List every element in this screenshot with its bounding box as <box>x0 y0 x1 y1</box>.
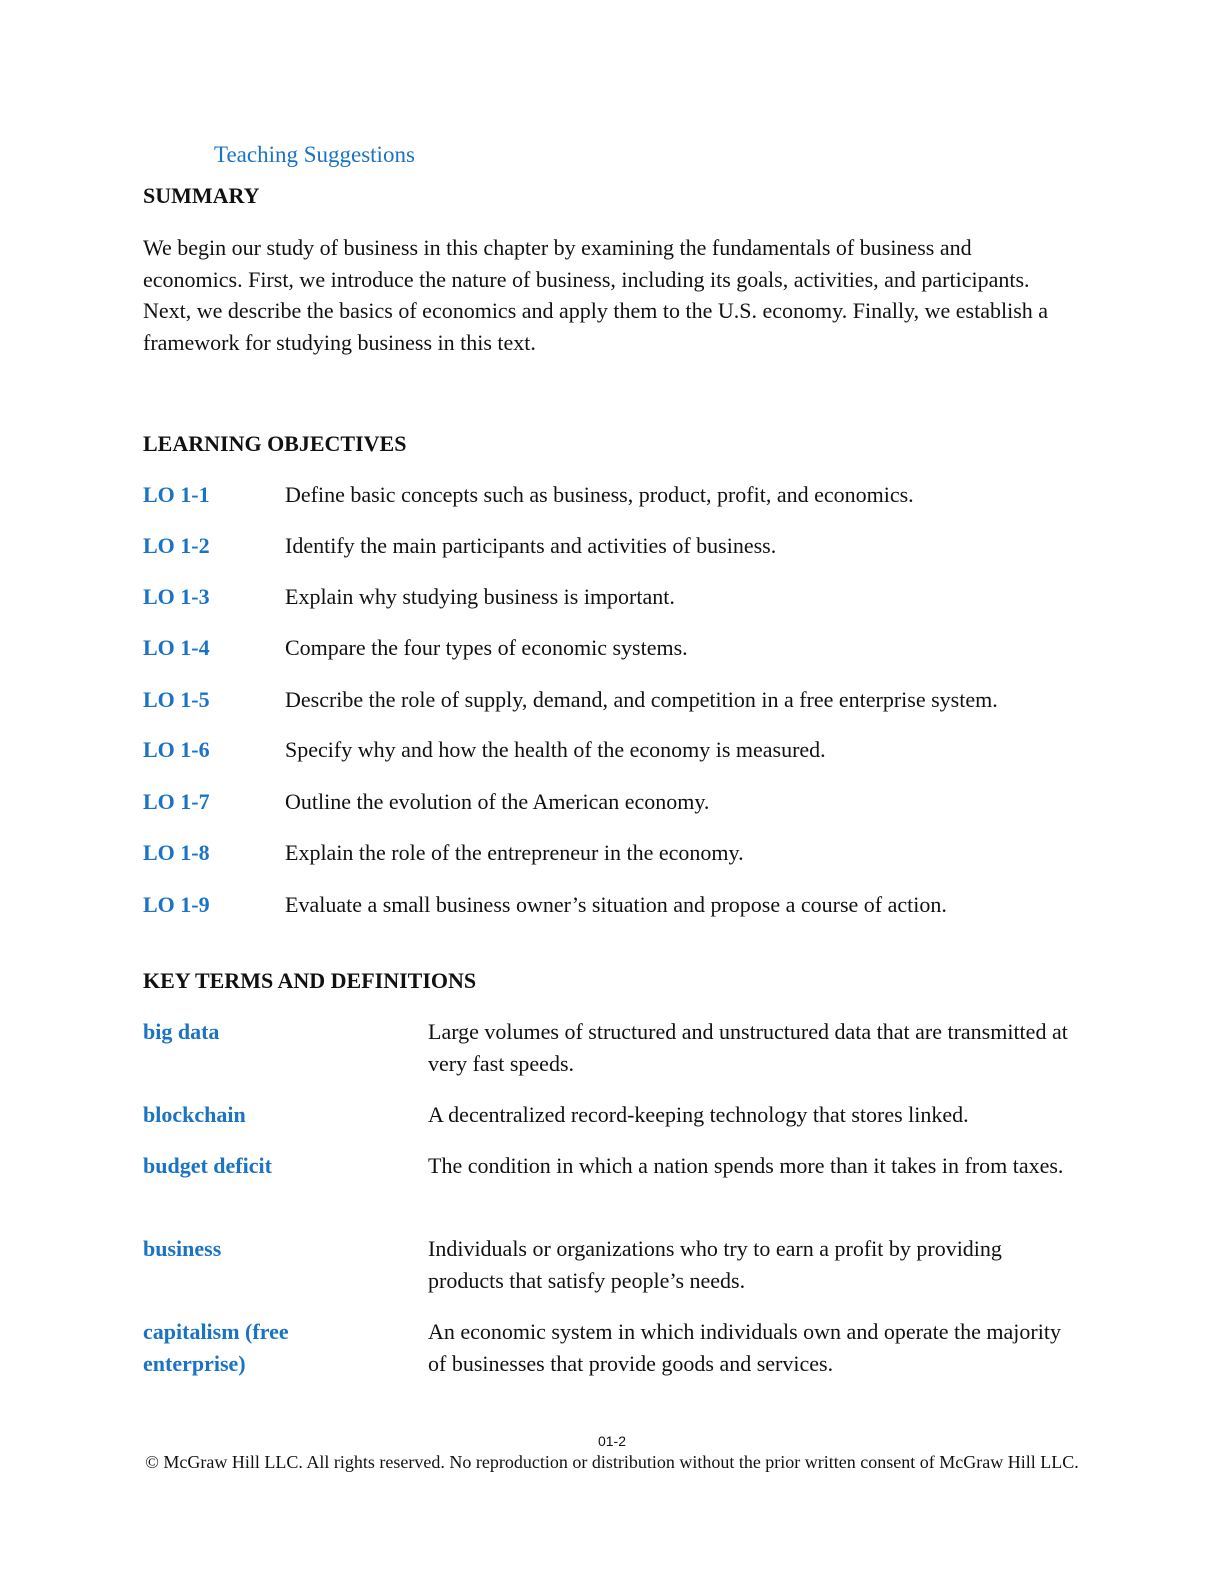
page-title: Teaching Suggestions <box>214 142 415 167</box>
objective-id: LO 1-7 <box>143 789 210 814</box>
copyright-footer: © McGraw Hill LLC. All rights reserved. No reproduction or distribution without the prior written consent of McGraw Hill LLC. <box>145 1452 1079 1472</box>
objective-id: LO 1-2 <box>143 533 210 558</box>
objective-text: Outline the evolution of the American economy. <box>285 789 710 814</box>
objective-id: LO 1-5 <box>143 687 210 712</box>
key-terms-heading: KEY TERMS AND DEFINITIONS <box>143 968 477 993</box>
objective-text: Explain the role of the entrepreneur in the economy. <box>285 840 744 865</box>
objective-id: LO 1-1 <box>143 482 210 507</box>
objective-text: Evaluate a small business owner’s situation and propose a course of action. <box>285 892 947 917</box>
key-term: budget deficit <box>143 1153 272 1178</box>
objective-id: LO 1-9 <box>143 892 210 917</box>
objective-text: Describe the role of supply, demand, and competition in a free enterprise system. <box>285 687 998 712</box>
objective-text: Identify the main participants and activities of business. <box>285 533 777 558</box>
objective-id: LO 1-6 <box>143 737 210 762</box>
objective-text: Compare the four types of economic systems. <box>285 635 688 660</box>
objective-id: LO 1-3 <box>143 584 210 609</box>
objectives-heading: LEARNING OBJECTIVES <box>143 431 407 456</box>
key-term-definition: Individuals or organizations who try to earn a profit by providing products that satisfy people’s needs. <box>428 1236 1002 1293</box>
objective-id: LO 1-8 <box>143 840 210 865</box>
page-number: 01-2 <box>597 1433 627 1449</box>
key-term-definition: The condition in which a nation spends more than it takes in from taxes. <box>428 1153 1064 1178</box>
key-term-definition: Large volumes of structured and unstructured data that are transmitted at very fast speeds. <box>428 1019 1068 1076</box>
summary-text: We begin our study of business in this chapter by examining the fundamentals of business and economics. First, we introduce the nature of business, including its goals, activities, and participants. Next, we describe the basics of economics and apply them to the U.S. economy. Finally, we establish a framework for studying business in this text. <box>143 235 1049 355</box>
objective-text: Specify why and how the health of the economy is measured. <box>285 737 826 762</box>
key-term: business <box>143 1236 222 1261</box>
key-term: blockchain <box>143 1102 246 1127</box>
key-term-definition: An economic system in which individuals own and operate the majority of businesses that provide goods and services. <box>428 1319 1061 1376</box>
key-term: big data <box>143 1019 220 1044</box>
key-term: capitalism (free enterprise) <box>143 1319 289 1376</box>
summary-heading: SUMMARY <box>143 183 260 208</box>
objective-text: Explain why studying business is important. <box>285 584 675 609</box>
objective-text: Define basic concepts such as business, product, profit, and economics. <box>285 482 914 507</box>
key-term-definition: A decentralized record-keeping technology that stores linked. <box>428 1102 969 1127</box>
objective-id: LO 1-4 <box>143 635 210 660</box>
